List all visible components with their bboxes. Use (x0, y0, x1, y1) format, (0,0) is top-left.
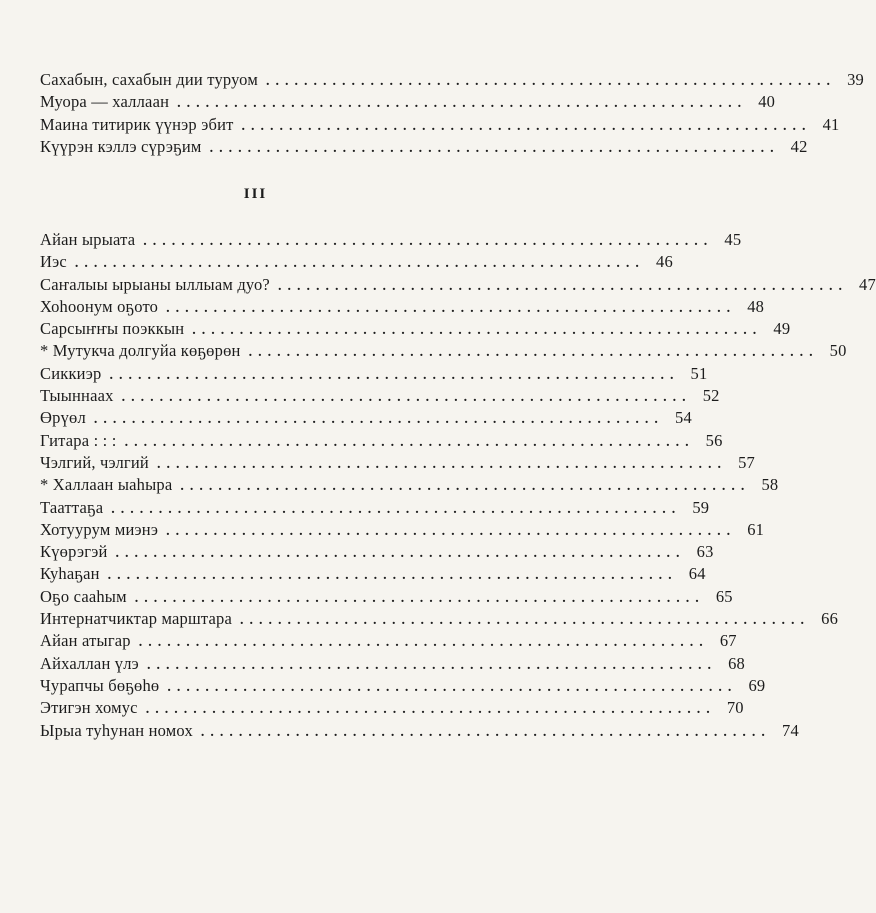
toc-entry-page: 59 (692, 497, 710, 517)
toc-entry (40, 697, 744, 719)
toc-entry-page: 54 (675, 408, 692, 428)
toc-entry-page: 42 (790, 136, 808, 156)
toc-entry-page: 63 (696, 542, 714, 562)
toc-entry-page: 68 (728, 653, 745, 673)
dot-leader: ............................................................ (93, 412, 664, 428)
dot-leader: ............................................................ (115, 546, 686, 562)
toc-entry (40, 630, 737, 652)
dot-leader: ............................................................ (167, 679, 738, 695)
toc-entry (40, 563, 706, 585)
section-heading: III (243, 186, 268, 202)
toc-entry-title: Интернатчиктар марштара (40, 609, 233, 629)
dot-leader: ............................................................ (265, 74, 836, 89)
toc-entry-page: 46 (656, 252, 673, 272)
toc-entry-page: 52 (702, 386, 720, 406)
dot-leader: ............................................................ (180, 479, 751, 495)
toc-entry-title: Куһаҕан (40, 564, 100, 584)
toc-entry-page: 67 (719, 631, 737, 651)
dot-leader: ............................................................ (156, 456, 727, 472)
toc-entry-title: Тааттаҕа (40, 497, 104, 517)
toc-entry (40, 274, 876, 296)
toc-entry-title: Чурапчы бөҕөһө (40, 675, 160, 695)
toc-entry (40, 318, 791, 340)
toc-entry-title: Иэс (40, 252, 67, 272)
toc-entry-title: Сахабын, сахабын дии туруом (40, 70, 258, 89)
dot-leader: ............................................................ (107, 568, 678, 584)
toc-entry-title: Этигэн хомус (40, 698, 138, 718)
toc-entry-page: 69 (748, 675, 766, 695)
toc-entry-title: Хоһоонум оҕото (40, 296, 159, 316)
toc-entry-title: Айхаллан үлэ (40, 653, 139, 673)
toc-entry (40, 541, 714, 563)
toc-entry-title: * Мутукча долгуйа көҕөрөн (40, 341, 241, 361)
toc-entry-page: 48 (747, 296, 765, 316)
toc-entry-page: 45 (724, 230, 742, 249)
toc-entry (40, 91, 776, 113)
dot-leader: ............................................................ (145, 702, 716, 718)
toc-entry-page: 65 (715, 586, 733, 606)
toc-entry-title: Хотуурум миэнэ (40, 519, 159, 539)
toc-entry-page: 50 (829, 341, 847, 361)
toc-entry-title: Муора — халлаан (40, 92, 170, 112)
toc-entry (40, 452, 755, 474)
dot-leader: ............................................................ (166, 300, 737, 316)
toc-entry (40, 114, 840, 136)
dot-leader: ............................................................ (111, 501, 682, 517)
toc-entry-page: 51 (690, 363, 708, 383)
toc-entry-title: Саҥалыы ырыаны ыллыам дуо? (40, 274, 270, 294)
dot-leader: ............................................................ (277, 278, 848, 294)
toc-entry (40, 136, 808, 158)
toc-entry (40, 653, 745, 675)
toc-entry-title: Өрүөл (40, 408, 86, 428)
dot-leader: ............................................................ (121, 390, 692, 406)
toc-entry (40, 251, 673, 273)
toc-entry (40, 407, 692, 429)
toc-list-bottom (40, 229, 876, 742)
dot-leader: ............................................................ (109, 367, 680, 383)
toc-entry (40, 229, 742, 251)
dot-leader: ............................................................ (74, 256, 645, 272)
toc-entry (40, 608, 839, 630)
toc-entry-title: Күүрэн кэллэ сүрэҕим (40, 136, 202, 156)
dot-leader: ............................................................ (200, 724, 771, 740)
toc-entry-page: 66 (821, 609, 839, 629)
dot-leader: ............................................................ (177, 96, 748, 112)
dot-leader: ............................................................ (166, 523, 737, 539)
toc-entry-title: Чэлгий, чэлгий (40, 452, 149, 472)
toc-entry-page: 64 (688, 564, 706, 584)
toc-entry-title: Сиккиэр (40, 363, 102, 383)
toc-entry-title: * Халлаан ыаһыра (40, 475, 173, 495)
toc-entry-title: Сарсыҥҥы поэккын (40, 319, 185, 339)
toc-entry-title: Тыыннаах (40, 386, 114, 406)
toc-entry-title: Гитара : : : (40, 430, 117, 450)
toc-entry (40, 720, 799, 742)
toc-entry-title: Ырыа туһунан номох (40, 720, 193, 740)
dot-leader: ............................................................ (241, 118, 812, 134)
toc-entry-page: 40 (758, 92, 776, 112)
toc-entry (40, 519, 765, 541)
toc-entry (40, 474, 779, 496)
dot-leader: ............................................................ (240, 613, 811, 629)
toc-entry-page: 49 (773, 319, 791, 339)
toc-entry (40, 586, 733, 608)
toc-entry (40, 340, 847, 362)
toc-entry (40, 675, 766, 697)
toc-entry-page: 57 (738, 452, 755, 472)
toc-entry-title: Айан атыгар (40, 631, 131, 651)
toc-entry-title: Оҕо сааһым (40, 586, 127, 606)
toc-entry (40, 69, 864, 91)
toc-entry (40, 430, 723, 452)
toc-entry-page: 74 (782, 720, 799, 740)
toc-entry (40, 363, 708, 385)
toc-entry-page: 61 (747, 519, 765, 539)
toc-entry (40, 296, 765, 318)
toc-entry-title: Маина титирик үүнэр эбит (40, 114, 234, 134)
toc-entry-title: Айан ырыата (40, 230, 136, 249)
toc-entry-page: 58 (761, 475, 779, 495)
dot-leader: ............................................................ (209, 140, 780, 156)
toc-entry-page: 70 (726, 698, 744, 718)
toc-entry-page: 47 (859, 274, 876, 294)
toc-entry-page: 56 (705, 430, 723, 450)
toc-entry (40, 385, 720, 407)
toc-entry-title: Күөрэгэй (40, 542, 108, 562)
toc-entry-page: 39 (847, 70, 864, 89)
dot-leader: ............................................................ (248, 345, 819, 361)
toc-entry (40, 497, 710, 519)
dot-leader: ............................................................ (146, 657, 717, 673)
toc-entry-page: 41 (822, 114, 840, 134)
dot-leader: ............................................................ (124, 434, 695, 450)
toc-list-top (40, 69, 864, 158)
dot-leader: ............................................................ (134, 590, 705, 606)
dot-leader: ............................................................ (143, 234, 714, 249)
dot-leader: ............................................................ (138, 635, 709, 651)
dot-leader: ............................................................ (192, 323, 763, 339)
